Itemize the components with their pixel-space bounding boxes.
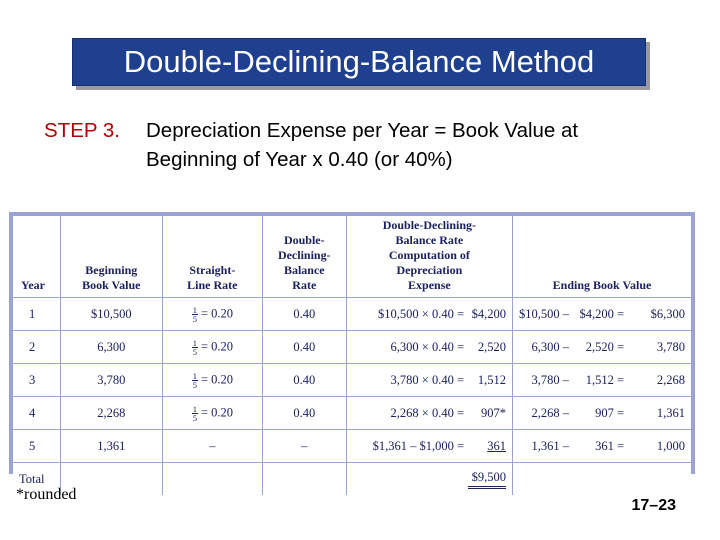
header-ddb-computation: Double-Declining- Balance Rate Computation of Depreciation Expense — [346, 216, 512, 298]
cell-ddb-rate: 0.40 — [262, 364, 346, 397]
cell-ending-book-value: 1,361 – 361 = 1,000 — [513, 430, 692, 463]
header-beginning-book-value: Beginning Book Value — [60, 216, 162, 298]
cell-year: 2 — [29, 339, 36, 354]
cell-ddb-rate: – — [262, 430, 346, 463]
cell-ending-book-value: $10,500 – $4,200 = $6,300 — [513, 298, 692, 331]
header-year: Year — [21, 278, 45, 292]
fraction: $\frac{1}{5}$ — [192, 304, 197, 324]
header-ddb-rate: Double- Declining- Balance Rate — [262, 216, 346, 298]
fraction: $\frac{1}{5}$ — [192, 337, 197, 357]
step-text-line2: Beginning of Year x 0.40 (or 40%) — [146, 148, 453, 171]
step-statement — [44, 116, 666, 174]
cell-straight-line-rate: – — [162, 430, 262, 463]
cell-computation: $10,500 × 0.40 = $4,200 — [346, 298, 512, 331]
table-row — [13, 430, 691, 463]
total-label: Total — [19, 471, 45, 486]
total-value: $9,500 — [468, 470, 506, 489]
slide-number: 17–23 — [631, 497, 676, 514]
table-row — [13, 397, 691, 430]
header-ending-book-value: Ending Book Value — [513, 216, 692, 298]
step-text-line1: Depreciation Expense per Year = Book Value at — [146, 119, 579, 142]
depreciation-expense: 361 — [487, 438, 506, 453]
cell-computation: $1,361 – $1,000 = 361 — [346, 430, 512, 463]
cell-ddb-rate: 0.40 — [262, 298, 346, 331]
cell-computation: 2,268 × 0.40 = 907* — [346, 397, 512, 430]
depreciation-table-frame — [9, 212, 695, 486]
cell-ddb-rate: 0.40 — [262, 331, 346, 364]
depreciation-expense: $4,200 — [471, 306, 506, 321]
footnote: *rounded — [16, 486, 77, 503]
table-total-row — [13, 463, 691, 496]
cell-ending-book-value: 6,300 – 2,520 = 3,780 — [513, 331, 692, 364]
cell-beginning: 6,300 — [60, 331, 162, 364]
step-text — [146, 116, 666, 174]
cell-year: 3 — [29, 372, 36, 387]
cell-ending-book-value: 3,780 – 1,512 = 2,268 — [513, 364, 692, 397]
depreciation-expense: 1,512 — [477, 372, 506, 387]
header-straight-line-rate: Straight- Line Rate — [162, 216, 262, 298]
cell-year: 4 — [29, 405, 36, 420]
cell-total-expense — [346, 463, 512, 496]
slide-title: Double-Declining-Balance Method — [72, 38, 646, 86]
cell-ddb-rate: 0.40 — [262, 397, 346, 430]
cell-ending-book-value: 2,268 – 907 = 1,361 — [513, 397, 692, 430]
cell-computation: 3,780 × 0.40 = 1,512 — [346, 364, 512, 397]
cell-straight-line-rate: $\frac{1}{5}$ = 0.20 — [162, 397, 262, 430]
cell-straight-line-rate: $\frac{1}{5}$ = 0.20 — [162, 364, 262, 397]
table-row — [13, 364, 691, 397]
depreciation-expense: 907* — [481, 405, 506, 420]
table-header-row — [13, 216, 691, 298]
cell-beginning: 3,780 — [60, 364, 162, 397]
table-row — [13, 298, 691, 331]
cell-year: 1 — [29, 306, 36, 321]
cell-beginning: 1,361 — [60, 430, 162, 463]
cell-year: 5 — [29, 438, 36, 453]
cell-beginning: $10,500 — [60, 298, 162, 331]
depreciation-expense: 2,520 — [477, 339, 506, 354]
step-label: STEP 3. — [44, 119, 120, 142]
cell-straight-line-rate: $\frac{1}{5}$ = 0.20 — [162, 331, 262, 364]
depreciation-table — [13, 216, 691, 495]
fraction: $\frac{1}{5}$ — [192, 370, 197, 390]
table-row — [13, 331, 691, 364]
fraction: $\frac{1}{5}$ — [192, 403, 197, 423]
cell-computation: 6,300 × 0.40 = 2,520 — [346, 331, 512, 364]
cell-straight-line-rate: $\frac{1}{5}$ = 0.20 — [162, 298, 262, 331]
cell-beginning: 2,268 — [60, 397, 162, 430]
